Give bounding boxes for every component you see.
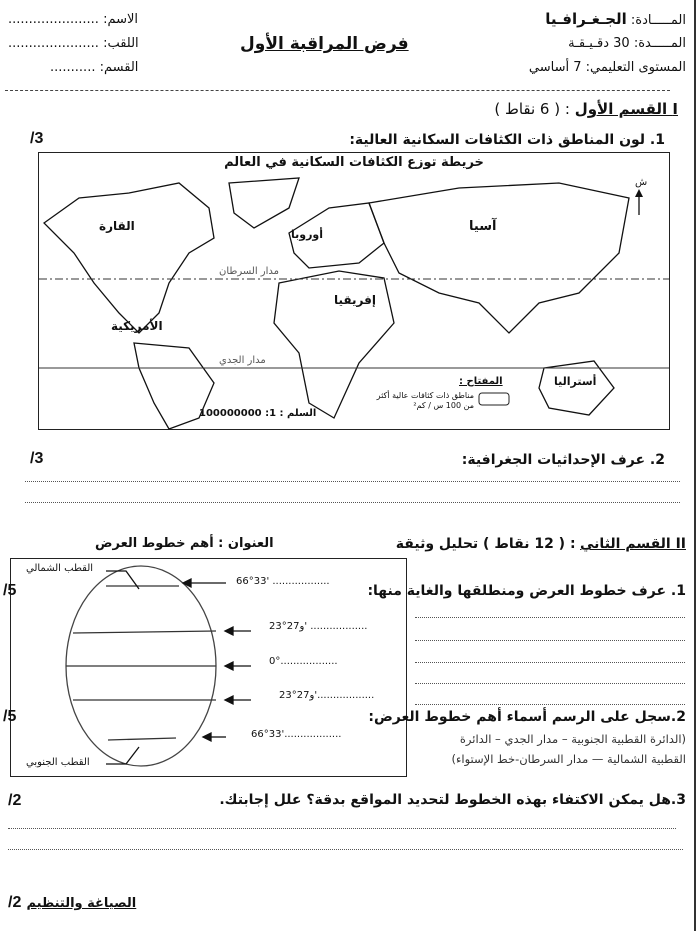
document-title: العنوان : أهم خطوط العرض xyxy=(95,536,274,551)
lat-label-66n: 66°33' .................. xyxy=(236,576,330,587)
question-2-2-mark: /5 xyxy=(3,708,17,725)
lat-label-0: 0°.................. xyxy=(269,656,338,667)
lat-label-23s: 23°و27'.................. xyxy=(279,690,375,701)
surname-label: اللقب: xyxy=(103,36,139,51)
question-1-1-mark: /3 xyxy=(30,130,44,147)
page-border xyxy=(694,0,696,931)
answer-line[interactable] xyxy=(8,849,683,850)
tropic-capricorn-label: مدار الجدي xyxy=(219,355,266,366)
question-2-2-hint: (الدائرة القطبية الجنوبية – مدار الجدي – الدائرة xyxy=(459,732,686,746)
answer-line[interactable] xyxy=(415,683,685,684)
section2-title: II القسم الثاني xyxy=(580,536,686,552)
class-field[interactable] xyxy=(50,60,138,75)
world-population-map xyxy=(38,152,670,430)
key-item-label: مناطق ذات كثافات عالية أكثر من 100 س / كم² xyxy=(376,391,474,410)
answer-line[interactable] xyxy=(415,704,685,705)
section2-points: : ( 12 نقاط ) تحليل وثيقة xyxy=(395,536,576,552)
name-label: الاسم: xyxy=(103,12,139,27)
subject-value: الجـغـرافـيا xyxy=(545,10,627,28)
map-title: خريطة توزع الكثافات السكانية في العالم xyxy=(224,155,484,170)
question-2-2-hint: القطبية الشمالية — مدار السرطان-خط الإستواء) xyxy=(451,752,686,766)
answer-line[interactable] xyxy=(415,617,685,618)
greenland-outline xyxy=(229,178,299,228)
answer-line[interactable] xyxy=(25,481,680,482)
section1-points: : ( 6 نقاط ) xyxy=(494,100,570,118)
answer-line[interactable] xyxy=(415,662,685,663)
north-pole-label: القطب الشمالي xyxy=(26,563,94,574)
question-1-2: 2. عرف الإحداثيات الجغرافية: xyxy=(461,452,665,468)
duration-label: المـــــدة: xyxy=(633,36,686,51)
south-pole-label: القطب الجنوبي xyxy=(26,757,90,768)
level-label: المستوى التعليمي: xyxy=(585,60,686,75)
tropic-cancer-line xyxy=(73,631,216,633)
question-2-3: 3.هل يمكن الاكتفاء بهذه الخطوط لتحديد المواقع بدقة؟ علل إجابتك. xyxy=(219,792,686,808)
subject-label: المـــــادة: xyxy=(630,13,686,28)
writing-mark: /2 xyxy=(8,894,22,911)
section1-heading xyxy=(494,100,678,118)
map-label-asia: آسيا xyxy=(469,219,497,234)
question-2-2: 2.سجل على الرسم أسماء أهم خطوط العرض: xyxy=(368,709,686,725)
writing-label: الصياغة والتنظيم xyxy=(26,896,137,911)
australia-outline xyxy=(539,361,614,415)
map-label-america-1: القارة xyxy=(99,219,135,233)
subject-line xyxy=(545,10,686,28)
answer-line[interactable] xyxy=(415,640,685,641)
key-title: المفتاح : xyxy=(459,376,503,387)
north-america-outline xyxy=(44,183,214,333)
map-scale: السلم : 1: 100000000 xyxy=(199,408,317,419)
surname-field[interactable] xyxy=(8,36,139,51)
name-dots: ...................... xyxy=(8,12,99,27)
class-label: القسم: xyxy=(99,60,139,75)
globe-drawing xyxy=(11,559,406,776)
north-label: ش xyxy=(635,177,648,188)
question-2-3-mark: /2 xyxy=(8,792,22,809)
duration-value: 30 دقـيـقـة xyxy=(568,36,630,51)
level-value: 7 أساسي xyxy=(528,60,582,75)
map-label-australia: أستراليا xyxy=(554,375,597,388)
section1-title: I القسم الأول xyxy=(574,100,678,118)
map-label-america-2: الأمريكية xyxy=(111,319,163,333)
question-1-2-mark: /3 xyxy=(30,450,44,467)
question-1-1: 1. لون المناطق ذات الكثافات السكانية العالية: xyxy=(349,132,665,148)
question-2-1: 1. عرف خطوط العرض ومنطلقها والغاية منها: xyxy=(367,583,686,599)
lat-label-23n: 23°و27' .................. xyxy=(269,621,368,632)
map-label-africa: إفريقيا xyxy=(334,293,376,307)
writing-criterion xyxy=(8,892,136,912)
antarctic-circle-line xyxy=(108,738,176,740)
lat-label-66s: 66°33'.................. xyxy=(251,729,342,740)
header-divider xyxy=(5,90,670,91)
answer-line[interactable] xyxy=(8,828,676,829)
name-field[interactable] xyxy=(8,12,138,27)
exam-title: فرض المراقبة الأول xyxy=(240,34,409,54)
question-2-1-mark: /5 xyxy=(3,582,17,599)
duration-line xyxy=(568,36,686,51)
key-swatch xyxy=(479,393,509,405)
tropic-cancer-label: مدار السرطان xyxy=(219,266,280,277)
asia-outline xyxy=(369,183,629,333)
map-label-europe: أوروبا xyxy=(291,228,324,241)
section2-heading xyxy=(396,536,686,552)
class-dots: ........... xyxy=(50,60,96,75)
surname-dots: ...................... xyxy=(8,36,99,51)
answer-line[interactable] xyxy=(25,502,680,503)
level-line xyxy=(529,60,686,75)
latitude-diagram xyxy=(10,558,407,777)
